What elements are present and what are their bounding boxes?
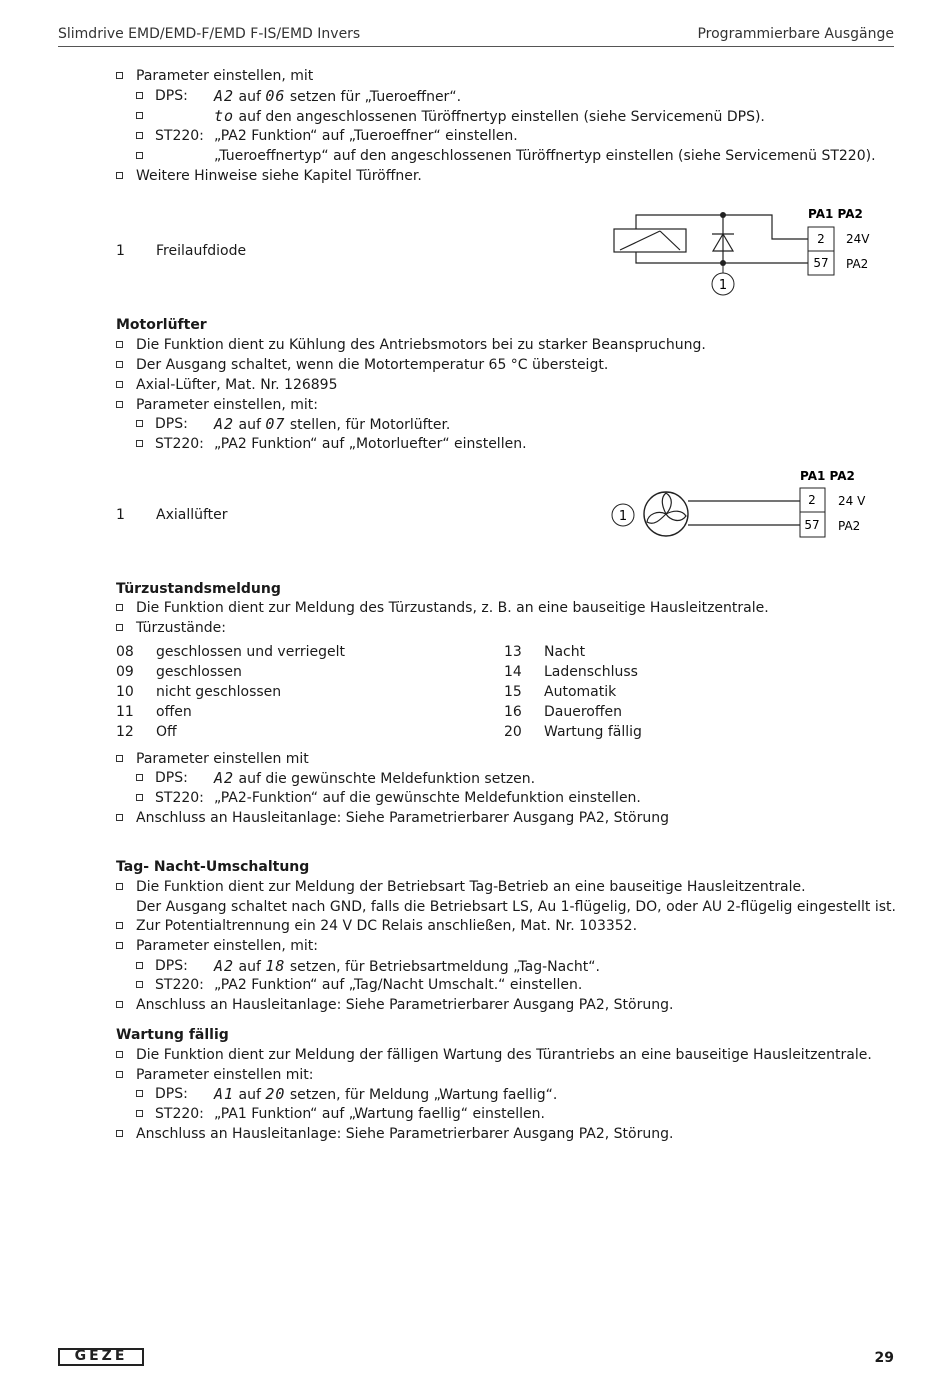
- terminal-number-top: 2: [808, 493, 816, 507]
- fan-icon: [644, 492, 688, 536]
- bullet-square-icon: [136, 132, 143, 139]
- bullet-square-icon: [116, 1071, 123, 1078]
- terminal-label-top: 24 V: [838, 494, 866, 508]
- section-heading-tuerzustand: Türzustandsmeldung: [116, 581, 281, 597]
- bullet-square-icon: [116, 72, 123, 79]
- bullet-square-icon: [116, 755, 123, 762]
- bullet-square-icon: [116, 1130, 123, 1137]
- section-heading-motorluefter: Motorlüfter: [116, 317, 207, 333]
- lcd-code: 18: [265, 957, 286, 975]
- terminal-number-bottom: 57: [813, 256, 829, 270]
- callout-marker: 1: [618, 509, 628, 524]
- bullet-square-icon: [136, 774, 143, 781]
- diagram-axialluefter: [600, 462, 900, 552]
- bullet-square-icon: [136, 794, 143, 801]
- bullet-square-icon: [116, 1001, 123, 1008]
- geze-logo: GEZE: [58, 1348, 144, 1366]
- bullet-square-icon: [136, 92, 143, 99]
- bullet-square-icon: [116, 341, 123, 348]
- bullet-square-icon: [136, 112, 143, 119]
- terminal-header: PA1 PA2: [808, 207, 863, 221]
- bullet-square-icon: [116, 361, 123, 368]
- terminal-label-bottom: PA2: [846, 257, 869, 271]
- bullet-square-icon: [116, 604, 123, 611]
- header-document-title: Slimdrive EMD/EMD-F/EMD F-IS/EMD Invers: [58, 26, 361, 42]
- bullet-square-icon: [136, 1110, 143, 1117]
- bullet-square-icon: [136, 440, 143, 447]
- bullet-square-icon: [116, 814, 123, 821]
- lcd-code: A2: [214, 769, 235, 787]
- section-heading-tagnacht: Tag- Nacht-Umschaltung: [116, 859, 310, 875]
- bullet-square-icon: [116, 883, 123, 890]
- bullet-square-icon: [116, 381, 123, 388]
- lcd-code: A1: [214, 1085, 235, 1103]
- bullet-square-icon: [116, 1051, 123, 1058]
- terminal-number-top: 2: [817, 232, 825, 246]
- bullet-square-icon: [136, 420, 143, 427]
- header-chapter-title: Programmierbare Ausgänge: [697, 26, 894, 42]
- bullet-square-icon: [136, 152, 143, 159]
- header-divider: [58, 46, 894, 47]
- lcd-code: 20: [265, 1085, 286, 1103]
- bullet-square-icon: [136, 981, 143, 988]
- bullet-square-icon: [116, 624, 123, 631]
- lcd-code: 07: [265, 415, 286, 433]
- lcd-code: A2: [214, 87, 235, 105]
- bullet-square-icon: [116, 401, 123, 408]
- bullet-square-icon: [116, 942, 123, 949]
- bullet-square-icon: [136, 962, 143, 969]
- terminal-header: PA1 PA2: [800, 469, 855, 483]
- terminal-label-bottom: PA2: [838, 519, 861, 533]
- lcd-code: A2: [214, 415, 235, 433]
- terminal-label-top: 24V: [846, 232, 870, 246]
- lcd-code: to: [214, 107, 235, 125]
- bullet-square-icon: [116, 172, 123, 179]
- lcd-code: 06: [265, 87, 286, 105]
- lcd-code: A2: [214, 957, 235, 975]
- bullet-square-icon: [136, 1090, 143, 1097]
- section-heading-wartung: Wartung fällig: [116, 1027, 229, 1043]
- callout-marker: 1: [718, 278, 728, 293]
- page-number: 29: [874, 1350, 894, 1366]
- door-opener-coil-icon: [614, 229, 686, 252]
- terminal-number-bottom: 57: [804, 518, 820, 532]
- diagram-freilaufdiode: [600, 200, 900, 300]
- bullet-square-icon: [116, 922, 123, 929]
